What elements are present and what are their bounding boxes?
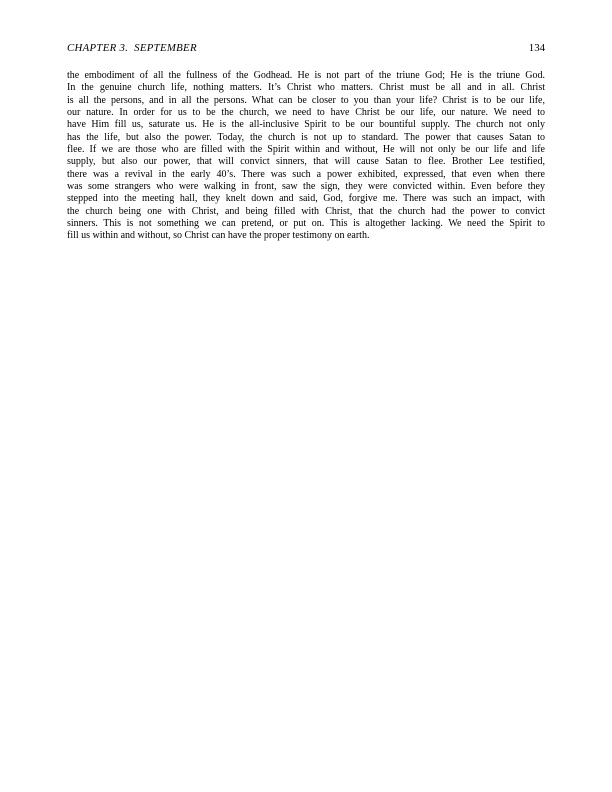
running-header — [67, 42, 545, 54]
text-line: stepped into the meeting hall, they knelt down and said, God, forgive me. There was such an impact, with — [67, 193, 545, 205]
text-line: sinners. This is not something we can pretend, or put on. This is altogether lacking. We need the Spirit to — [67, 218, 545, 230]
text-line: the church being one with Christ, and being filled with Christ, that the church had the power to convict — [67, 205, 545, 217]
text-line: has the life, but also the power. Today, the church is not up to standard. The power that causes Satan to — [67, 131, 545, 143]
running-header-chapter-title: CHAPTER 3. SEPTEMBER — [67, 42, 197, 54]
text-line: was some strangers who were walking in front, saw the sign, they were convicted within. Even before they — [67, 181, 545, 193]
text-line: supply, but also our power, that will convict sinners, that will cause Satan to flee. Brother Lee testified, — [67, 156, 545, 168]
text-line: the embodiment of all the fullness of the Godhead. He is not part of the triune God; He is the triune God. — [67, 70, 545, 81]
page-number: 134 — [528, 42, 545, 54]
text-line: there was a revival in the early 40’s. There was such a power exhibited, expressed, that even when there — [67, 168, 545, 180]
body-paragraph — [67, 70, 545, 243]
text-line: have Him fill us, saturate us. He is the all-inclusive Spirit to be our bountiful supply. The church not only — [67, 119, 545, 131]
text-line: fill us within and without, so Christ can have the proper testimony on earth. — [67, 230, 370, 242]
text-line: flee. If we are those who are filled with the Spirit within and without, He will not only be our life and life — [67, 144, 545, 156]
text-line: our nature. In order for us to be the church, we need to have Christ be our life, our nature. We need to — [67, 107, 545, 119]
text-line: In the genuine church life, nothing matters. It’s Christ who matters. Christ must be all and in all. Christ — [67, 82, 545, 94]
text-line: is all the persons, and in all the persons. What can be closer to you than your life? Christ is to be our life, — [67, 94, 545, 106]
